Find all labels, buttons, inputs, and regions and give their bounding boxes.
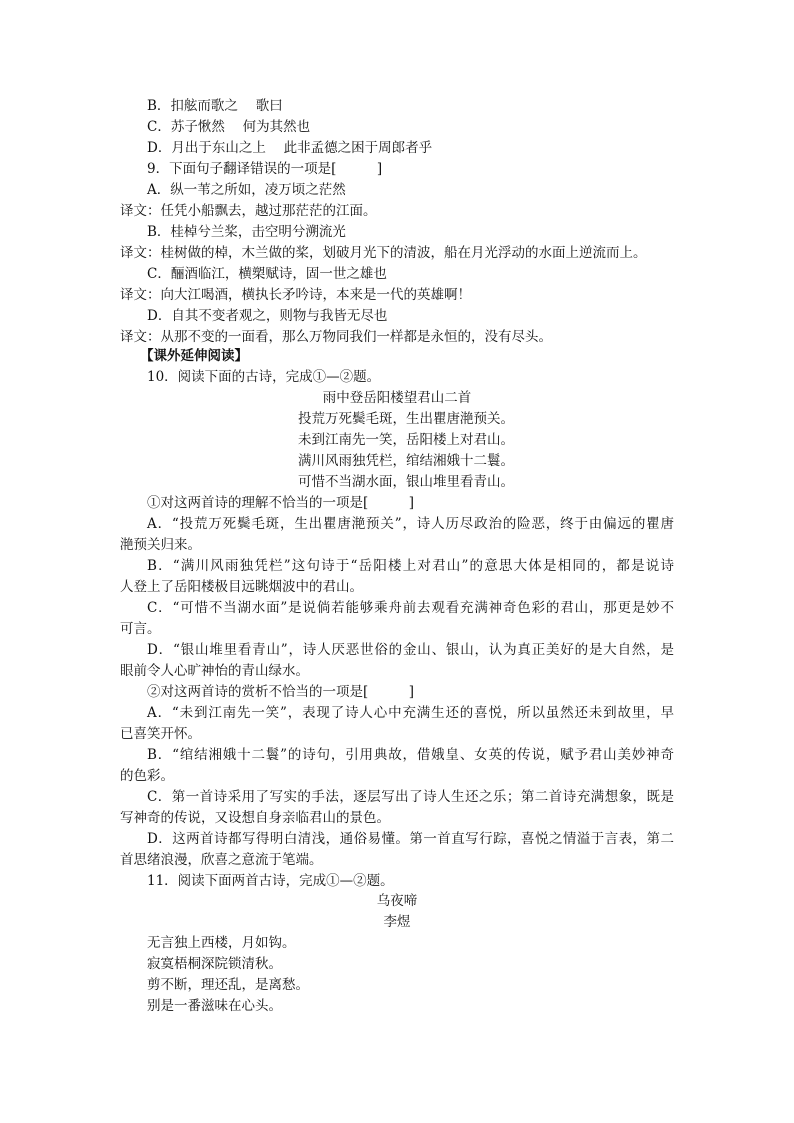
q9-option-b: B．桂棹兮兰桨，击空明兮溯流光 bbox=[147, 224, 346, 240]
q11-poem-author: 李煜 bbox=[383, 914, 411, 930]
q11-poem-line: 寂寞梧桐深院锁清秋。 bbox=[147, 956, 282, 972]
q9-option-d: D．自其不变者观之，则物与我皆无尽也 bbox=[147, 308, 388, 324]
section-heading: 【课外延伸阅读】 bbox=[140, 348, 248, 364]
q10-sub1-option-b-cont: 人登上了岳阳楼极目远眺烟波中的君山。 bbox=[120, 579, 363, 595]
q9-option-c-translation: 译文：向大江喝酒，横执长矛吟诗，本来是一代的英雄啊！ bbox=[120, 287, 471, 303]
q9-option-a-translation: 译文：任凭小船飘去，越过那茫茫的江面。 bbox=[120, 203, 377, 219]
q11-poem-line: 别是一番滋味在心头。 bbox=[147, 998, 282, 1014]
q10-sub2-stem: ②对这两首诗的赏析不恰当的一项是[ ] bbox=[147, 684, 415, 700]
q10-sub2-option-d: D．这两首诗都写得明白清浅，通俗易懂。第一首直写行踪，喜悦之情溢于言表，第二 bbox=[147, 831, 674, 847]
q10-sub1-option-a: A．“投荒万死鬓毛斑，生出瞿唐滟预关”，诗人历尽政治的险恶，终于由偏远的瞿唐 bbox=[147, 516, 674, 532]
q10-poem-title: 雨中登岳阳楼望君山二首 bbox=[322, 390, 472, 406]
q9-stem: 9．下面句子翻译错误的一项是[ ] bbox=[147, 161, 383, 177]
q9-option-c: C．酾酒临江，横槊赋诗，固一世之雄也 bbox=[147, 266, 387, 282]
q10-sub1-option-d: D．“银山堆里看青山”，诗人厌恶世俗的金山、银山，认为真正美好的是大自然，是 bbox=[147, 642, 674, 658]
q9-option-d-translation: 译文：从那不变的一面看，那么万物同我们一样都是永恒的，没有尽头。 bbox=[120, 329, 552, 345]
q11-poem-title: 乌夜啼 bbox=[376, 893, 418, 909]
q10-poem-line: 未到江南先一笑，岳阳楼上对君山。 bbox=[298, 432, 514, 448]
q10-sub2-option-c-cont: 写神奇的传说，又设想自身亲临君山的景色。 bbox=[120, 810, 390, 826]
q11-poem-line: 无言独上西楼，月如钩。 bbox=[147, 935, 296, 951]
q10-sub2-option-a: A．“未到江南先一笑”，表现了诗人心中充满生还的喜悦，所以虽然还未到故里，早 bbox=[147, 705, 674, 721]
q10-sub1-option-c-cont: 可言。 bbox=[120, 621, 161, 637]
q10-sub2-option-c: C．第一首诗采用了写实的手法，逐层写出了诗人生还之乐；第二首诗充满想象，既是 bbox=[147, 789, 674, 805]
q10-sub1-stem: ①对这两首诗的理解不恰当的一项是[ ] bbox=[147, 495, 415, 511]
q8-option-b: B．扣舷而歌之 歌曰 bbox=[147, 98, 283, 114]
q8-option-d: D．月出于东山之上 此非孟德之困于周郎者乎 bbox=[147, 140, 433, 156]
q10-sub2-option-d-cont: 首思绪浪漫，欣喜之意流于笔端。 bbox=[120, 852, 323, 868]
q10-poem-line: 可惜不当湖水面，银山堆里看青山。 bbox=[298, 474, 514, 490]
q10-stem: 10．阅读下面的古诗，完成①—②题。 bbox=[147, 369, 381, 385]
q11-stem: 11．阅读下面两首古诗，完成①—②题。 bbox=[147, 873, 394, 889]
q10-sub2-option-b: B．“绾结湘娥十二鬟”的诗句，引用典故，借娥皇、女英的传说，赋予君山美妙神奇 bbox=[147, 747, 674, 763]
q11-poem-line: 剪不断，理还乱，是离愁。 bbox=[147, 977, 309, 993]
q10-sub2-option-b-cont: 的色彩。 bbox=[120, 768, 174, 784]
q8-option-c: C．苏子愀然 何为其然也 bbox=[147, 119, 311, 135]
q10-sub1-option-c: C．“可惜不当湖水面”是说倘若能够乘舟前去观看充满神奇色彩的君山，那更是妙不 bbox=[147, 600, 674, 616]
q9-option-a: A．纵一苇之所如，凌万顷之茫然 bbox=[147, 182, 346, 198]
q10-sub1-option-b: B．“满川风雨独凭栏”这句诗于“岳阳楼上对君山”的意思大体是相同的，都是说诗 bbox=[147, 558, 674, 574]
q10-sub2-option-a-cont: 已喜笑开怀。 bbox=[120, 726, 201, 742]
q10-poem-line: 满川风雨独凭栏，绾结湘娥十二鬟。 bbox=[298, 453, 514, 469]
q9-option-b-translation: 译文：桂树做的棹，木兰做的桨，划破月光下的清波，船在月光浮动的水面上逆流而上。 bbox=[120, 245, 647, 261]
q10-sub1-option-d-cont: 眼前令人心旷神怡的青山绿水。 bbox=[120, 663, 309, 679]
q10-poem-line: 投荒万死鬓毛斑，生出瞿唐滟预关。 bbox=[298, 411, 514, 427]
q10-sub1-option-a-cont: 滟预关归来。 bbox=[120, 537, 201, 553]
